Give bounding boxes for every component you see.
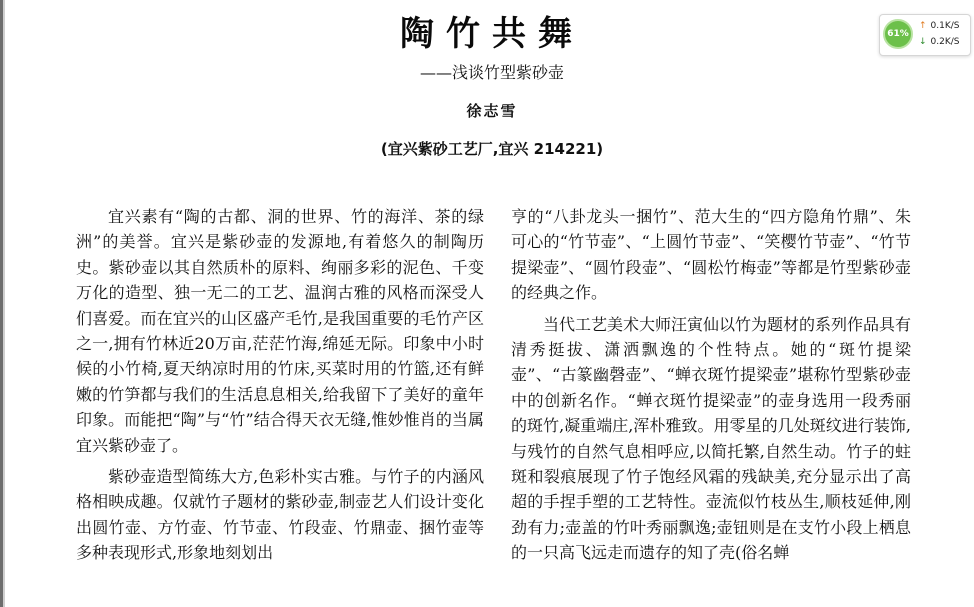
article-affiliation: (宜兴紫砂工艺厂,宜兴 214221)	[380, 140, 604, 158]
upload-rate-value: 0.1K/S	[930, 21, 960, 31]
paragraph: 宜兴素有“陶的古都、洞的世界、竹的海洋、茶的绿洲”的美誉。宜兴是紫砂壶的发源地,有着悠久的制陶历史。紫砂壶以其自然质朴的原料、绚丽多彩的泥色、千变万化的造型、独一无二的工艺、温润古雅的风格而深受人们喜爱。而在宜兴的山区盛产毛竹,是我国重要的毛竹产区之一,拥有竹林近20万亩,茫茫竹海,绵延无际。印象中小时候的小竹椅,夏天纳凉时用的竹床,买菜时用的竹篮,还有鲜嫩的竹笋都与我们的生活息息相关,给我留下了美好的童年印象。而能把“陶”与“竹”结合得天衣无缝,惟妙惟肖的当属宜兴紫砂壶了。	[76, 207, 484, 455]
usage-gauge	[883, 19, 913, 49]
paragraph: 当代工艺美术大师汪寅仙以竹为题材的系列作品具有清秀挺拔、潇洒飘逸的个性特点。她的“斑竹提梁壶”、“古篆幽磬壶”、“蝉衣斑竹提梁壶”堪称竹型紫砂壶中的创新名作。“蝉衣斑竹提梁壶”的壶身选用一段秀丽的斑竹,凝重端庄,浑朴雅致。用零星的几处斑纹进行装饰,与残竹的自然气息相呼应,以简托繁,自然生动。竹子的蛀斑和裂痕展现了竹子饱经风霜的残缺美,充分显示出了高超的手捏手塑的工艺特性。壶流似竹枝丛生,顺枝延伸,刚劲有力;壶盖的竹叶秀丽飘逸;壶钮则是在支竹小段上栖息的一只高飞远走而遗存的知了壳(俗名蝉	[511, 314, 912, 563]
article-author: 徐志雪	[466, 102, 518, 120]
download-rate-value: 0.2K/S	[930, 37, 960, 47]
upload-rate	[919, 21, 960, 31]
document-page	[5, 0, 974, 607]
body-column-left	[76, 204, 484, 566]
article-title: 陶竹共舞	[400, 14, 584, 54]
body-column-right	[511, 204, 911, 566]
arrow-up-icon: ↑	[919, 21, 927, 31]
paragraph: 紫砂壶造型简练大方,色彩朴实古雅。与竹子的内涵风格相映成趣。仅就竹子题材的紫砂壶,制壶艺人们设计变化出圆竹壶、方竹壶、竹节壶、竹段壶、竹鼎壶、捆竹壶等多种表现形式,形象地刻划出	[76, 467, 484, 563]
article-subtitle: ——浅谈竹型紫砂壶	[419, 63, 564, 82]
arrow-down-icon: ↓	[919, 37, 927, 47]
usage-percent: 61%	[887, 29, 909, 39]
network-speed-widget[interactable]	[879, 14, 971, 56]
paragraph: 亨的“八卦龙头一捆竹”、范大生的“四方隐角竹鼎”、朱可心的“竹节壶”、“上圆竹节壶”、“笑樱竹节壶”、“竹节提梁壶”、“圆竹段壶”、“圆松竹梅壶”等都是竹型紫砂壶的经典之作。	[511, 207, 911, 303]
download-rate	[919, 37, 960, 47]
